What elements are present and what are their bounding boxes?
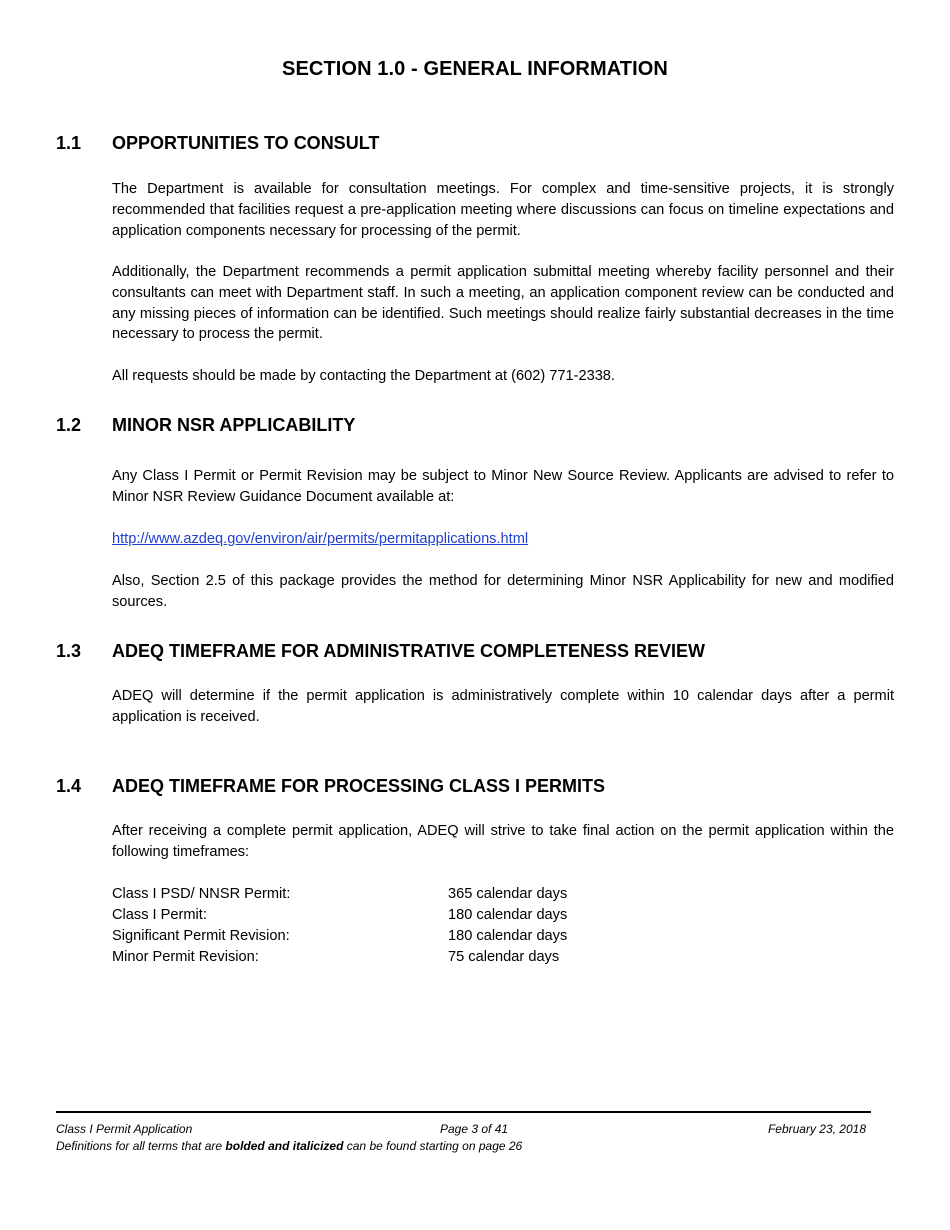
timeframe-row — [112, 926, 567, 947]
paragraph: The Department is available for consultation meetings. For complex and time-sensitive projects, it is strongly recommended that facilities request a pre-application meeting where discussions can focus on timeline expectations and application components necessary for processing of the permit. — [112, 181, 894, 239]
permit-applications-link[interactable]: http://www.azdeq.gov/environ/air/permits/permitapplications.html — [112, 531, 529, 547]
timeframe-value: 180 calendar days — [448, 907, 568, 923]
footer-line — [56, 1122, 866, 1136]
paragraph: Also, Section 2.5 of this package provides the method for determining Minor NSR Applicability for new and modified sources. — [112, 573, 894, 610]
page-title: SECTION 1.0 - GENERAL INFORMATION — [282, 58, 668, 80]
timeframe-value: 365 calendar days — [448, 886, 568, 902]
timeframe-label: Minor Permit Revision: — [112, 949, 259, 965]
paragraph: After receiving a complete permit application, ADEQ will strive to take final action on the permit application within the following timeframes: — [112, 823, 894, 860]
section-title: ADEQ TIMEFRAME FOR ADMINISTRATIVE COMPLETENESS REVIEW — [112, 641, 706, 661]
footer-divider — [56, 1111, 871, 1113]
timeframe-label: Class I Permit: — [112, 907, 207, 923]
section-heading-1-4 — [56, 776, 605, 797]
section-heading-1-3 — [56, 641, 705, 662]
timeframe-label: Significant Permit Revision: — [112, 928, 290, 944]
section-number: 1.4 — [56, 776, 82, 796]
footer-note-suffix: can be found starting on page 26 — [343, 1139, 523, 1153]
section-number: 1.3 — [56, 641, 82, 661]
section-number: 1.2 — [56, 415, 82, 435]
section-heading-1-1 — [56, 133, 379, 154]
footer-note-bold: bolded and italicized — [225, 1139, 344, 1153]
timeframe-row — [112, 947, 559, 968]
timeframe-row — [112, 905, 567, 926]
paragraph: Additionally, the Department recommends a permit application submittal meeting whereby facility personnel and their consultants can meet with Department staff. In such a meeting, an application component review can be conducted and any missing pieces of information can be identified. Such meetings should realize fairly substantial decreases in the time necessary to process the permit. — [112, 264, 894, 343]
paragraph: Any Class I Permit or Permit Revision may be subject to Minor New Source Review. Applicants are advised to refer to Minor NSR Review Guidance Document available at: — [112, 468, 894, 505]
timeframe-value: 180 calendar days — [448, 928, 568, 944]
timeframe-label: Class I PSD/ NNSR Permit: — [112, 886, 291, 902]
paragraph: All requests should be made by contacting the Department at (602) 771-2338. — [112, 368, 615, 384]
timeframe-row — [112, 884, 567, 905]
footer-note — [56, 1139, 866, 1153]
section-title: ADEQ TIMEFRAME FOR PROCESSING CLASS I PERMITS — [112, 776, 606, 796]
section-title: MINOR NSR APPLICABILITY — [112, 415, 356, 435]
section-heading-1-2 — [56, 415, 355, 436]
footer-date: February 23, 2018 — [767, 1122, 866, 1136]
paragraph — [112, 529, 894, 550]
section-number: 1.1 — [56, 133, 82, 153]
footer-doc-title: Class I Permit Application — [56, 1122, 193, 1136]
footer-page-number: Page 3 of 41 — [440, 1122, 509, 1136]
timeframe-value: 75 calendar days — [448, 949, 560, 965]
footer-note-prefix: Definitions for all terms that are — [56, 1139, 226, 1153]
paragraph: ADEQ will determine if the permit application is administratively complete within 10 calendar days after a permit application is received. — [112, 688, 894, 725]
section-title: OPPORTUNITIES TO CONSULT — [112, 133, 380, 153]
